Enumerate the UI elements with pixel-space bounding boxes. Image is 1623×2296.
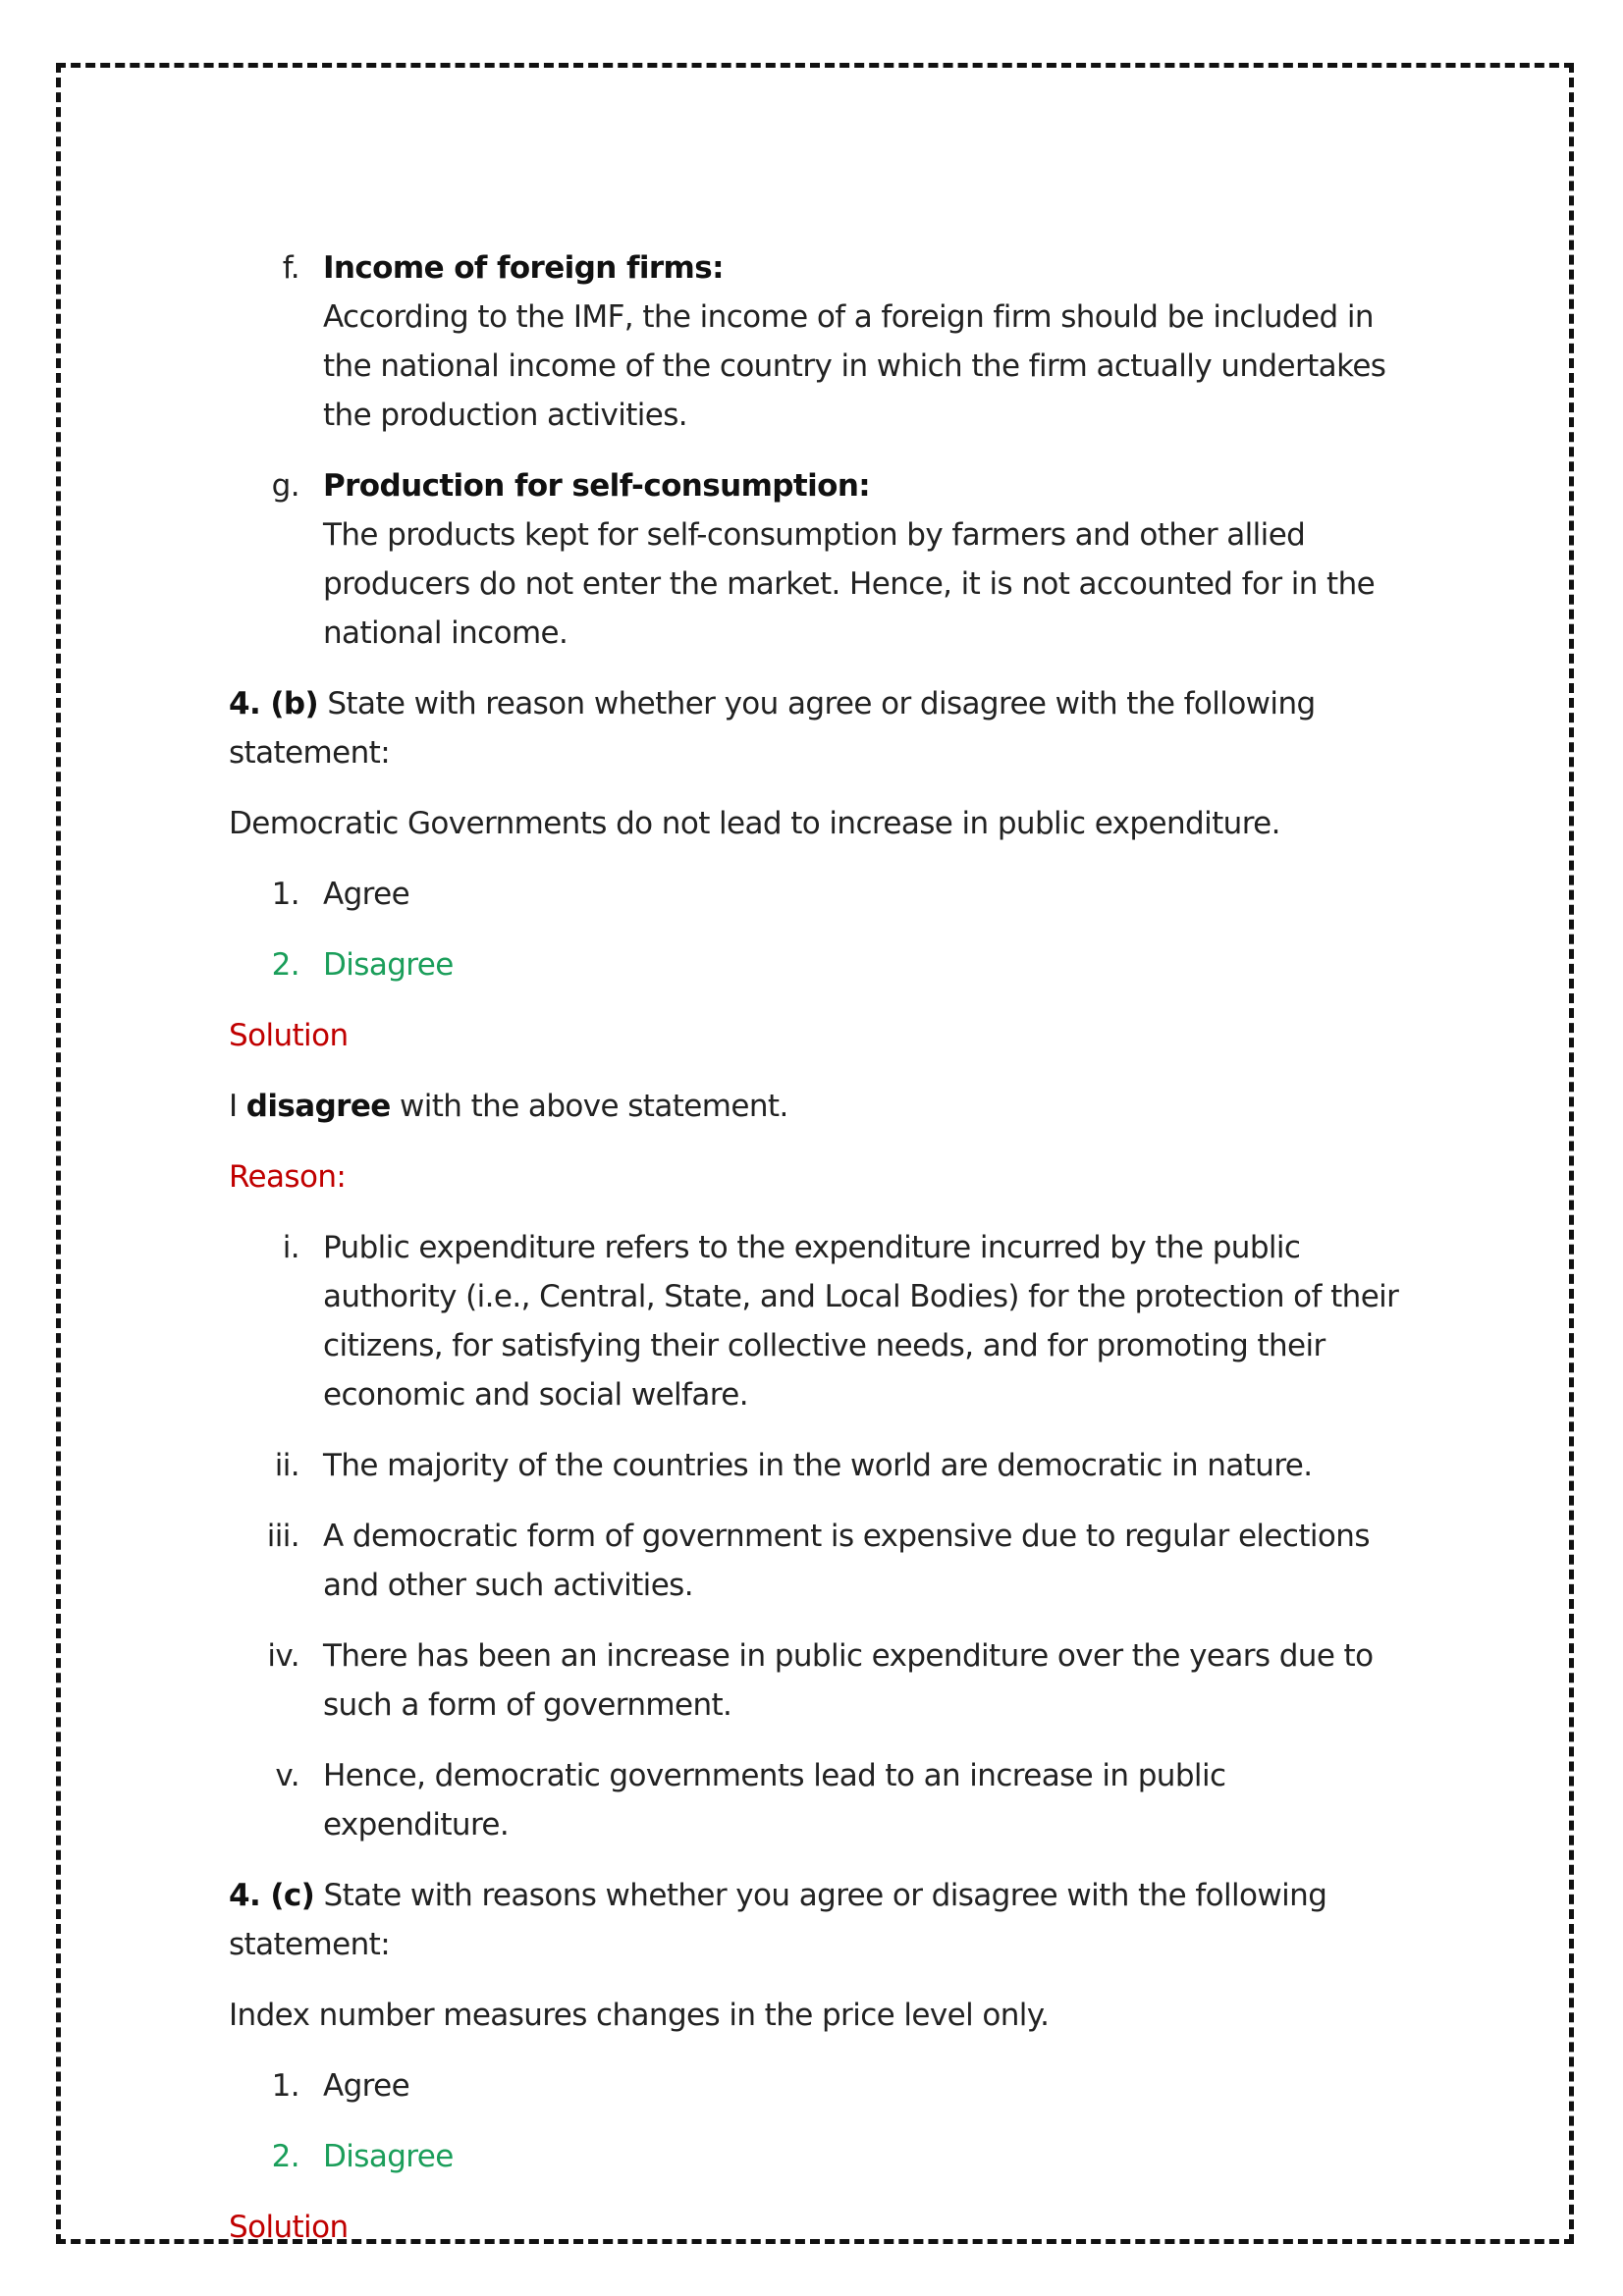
option-marker: 2. <box>271 2139 299 2174</box>
option-marker: 1. <box>271 2068 299 2104</box>
statement: Democratic Governments do not lead to increase in public expenditure. <box>229 806 1280 841</box>
list-item-g <box>229 461 1407 658</box>
list-marker: v. <box>275 1758 299 1793</box>
answer-line: I disagree with the above statement. <box>229 1089 788 1124</box>
question-4b <box>229 679 1407 777</box>
answer-bold: disagree <box>245 1089 391 1124</box>
question-text: State with reason whether you agree or disagree with the following statement: <box>229 686 1316 771</box>
question-text: State with reasons whether you agree or disagree with the following statement: <box>229 1878 1327 1962</box>
reason-item-v <box>229 1751 1407 1849</box>
list-marker: f. <box>282 250 299 286</box>
option-disagree <box>229 2132 1407 2181</box>
reason-text: Hence, democratic governments lead to an increase in public expenditure. <box>323 1758 1226 1842</box>
list-item-f <box>229 243 1407 440</box>
question-label: 4. (b) <box>229 686 319 721</box>
item-title: Income of foreign firms: <box>323 250 724 286</box>
list-marker: i. <box>282 1230 299 1265</box>
reason-item-ii <box>229 1441 1407 1490</box>
reason-heading: Reason: <box>229 1159 347 1195</box>
reason-text: A democratic form of government is expensive due to regular elections and other such activities. <box>323 1519 1370 1603</box>
option-label: Disagree <box>323 2139 454 2174</box>
option-disagree <box>229 940 1407 989</box>
item-title: Production for self-consumption: <box>323 468 871 504</box>
solution-heading: Solution <box>229 1018 349 1053</box>
item-text: According to the IMF, the income of a foreign firm should be included in the national income of the country in which the firm actually undertakes the production activities. <box>323 299 1386 433</box>
list-marker: ii. <box>274 1448 299 1483</box>
option-marker: 2. <box>271 947 299 983</box>
list-marker: iv. <box>267 1638 299 1674</box>
reason-item-iii <box>229 1512 1407 1610</box>
item-text: The products kept for self-consumption by farmers and other allied producers do not enter the market. Hence, it is not accounted for in the national income. <box>323 517 1376 651</box>
list-marker: g. <box>271 468 299 504</box>
question-4c <box>229 1871 1407 1969</box>
reason-text: The majority of the countries in the world are democratic in nature. <box>323 1448 1313 1483</box>
question-label: 4. (c) <box>229 1878 315 1913</box>
option-label: Agree <box>323 877 410 912</box>
reason-text: Public expenditure refers to the expenditure incurred by the public authority (i.e., Central, State, and Local Bodies) for the protection of their citizens, for satisfying their collective needs, and for promoting their economic and social welfare. <box>323 1230 1399 1413</box>
option-label: Disagree <box>323 947 454 983</box>
document-content <box>229 243 1407 2273</box>
statement: Index number measures changes in the price level only. <box>229 1998 1050 2033</box>
option-label: Agree <box>323 2068 410 2104</box>
list-marker: iii. <box>266 1519 299 1554</box>
reason-text: There has been an increase in public expenditure over the years due to such a form of government. <box>323 1638 1374 1723</box>
reason-item-iv <box>229 1631 1407 1730</box>
option-agree <box>229 870 1407 919</box>
solution-heading: Solution <box>229 2210 349 2245</box>
reason-item-i <box>229 1223 1407 1419</box>
option-agree <box>229 2061 1407 2110</box>
option-marker: 1. <box>271 877 299 912</box>
